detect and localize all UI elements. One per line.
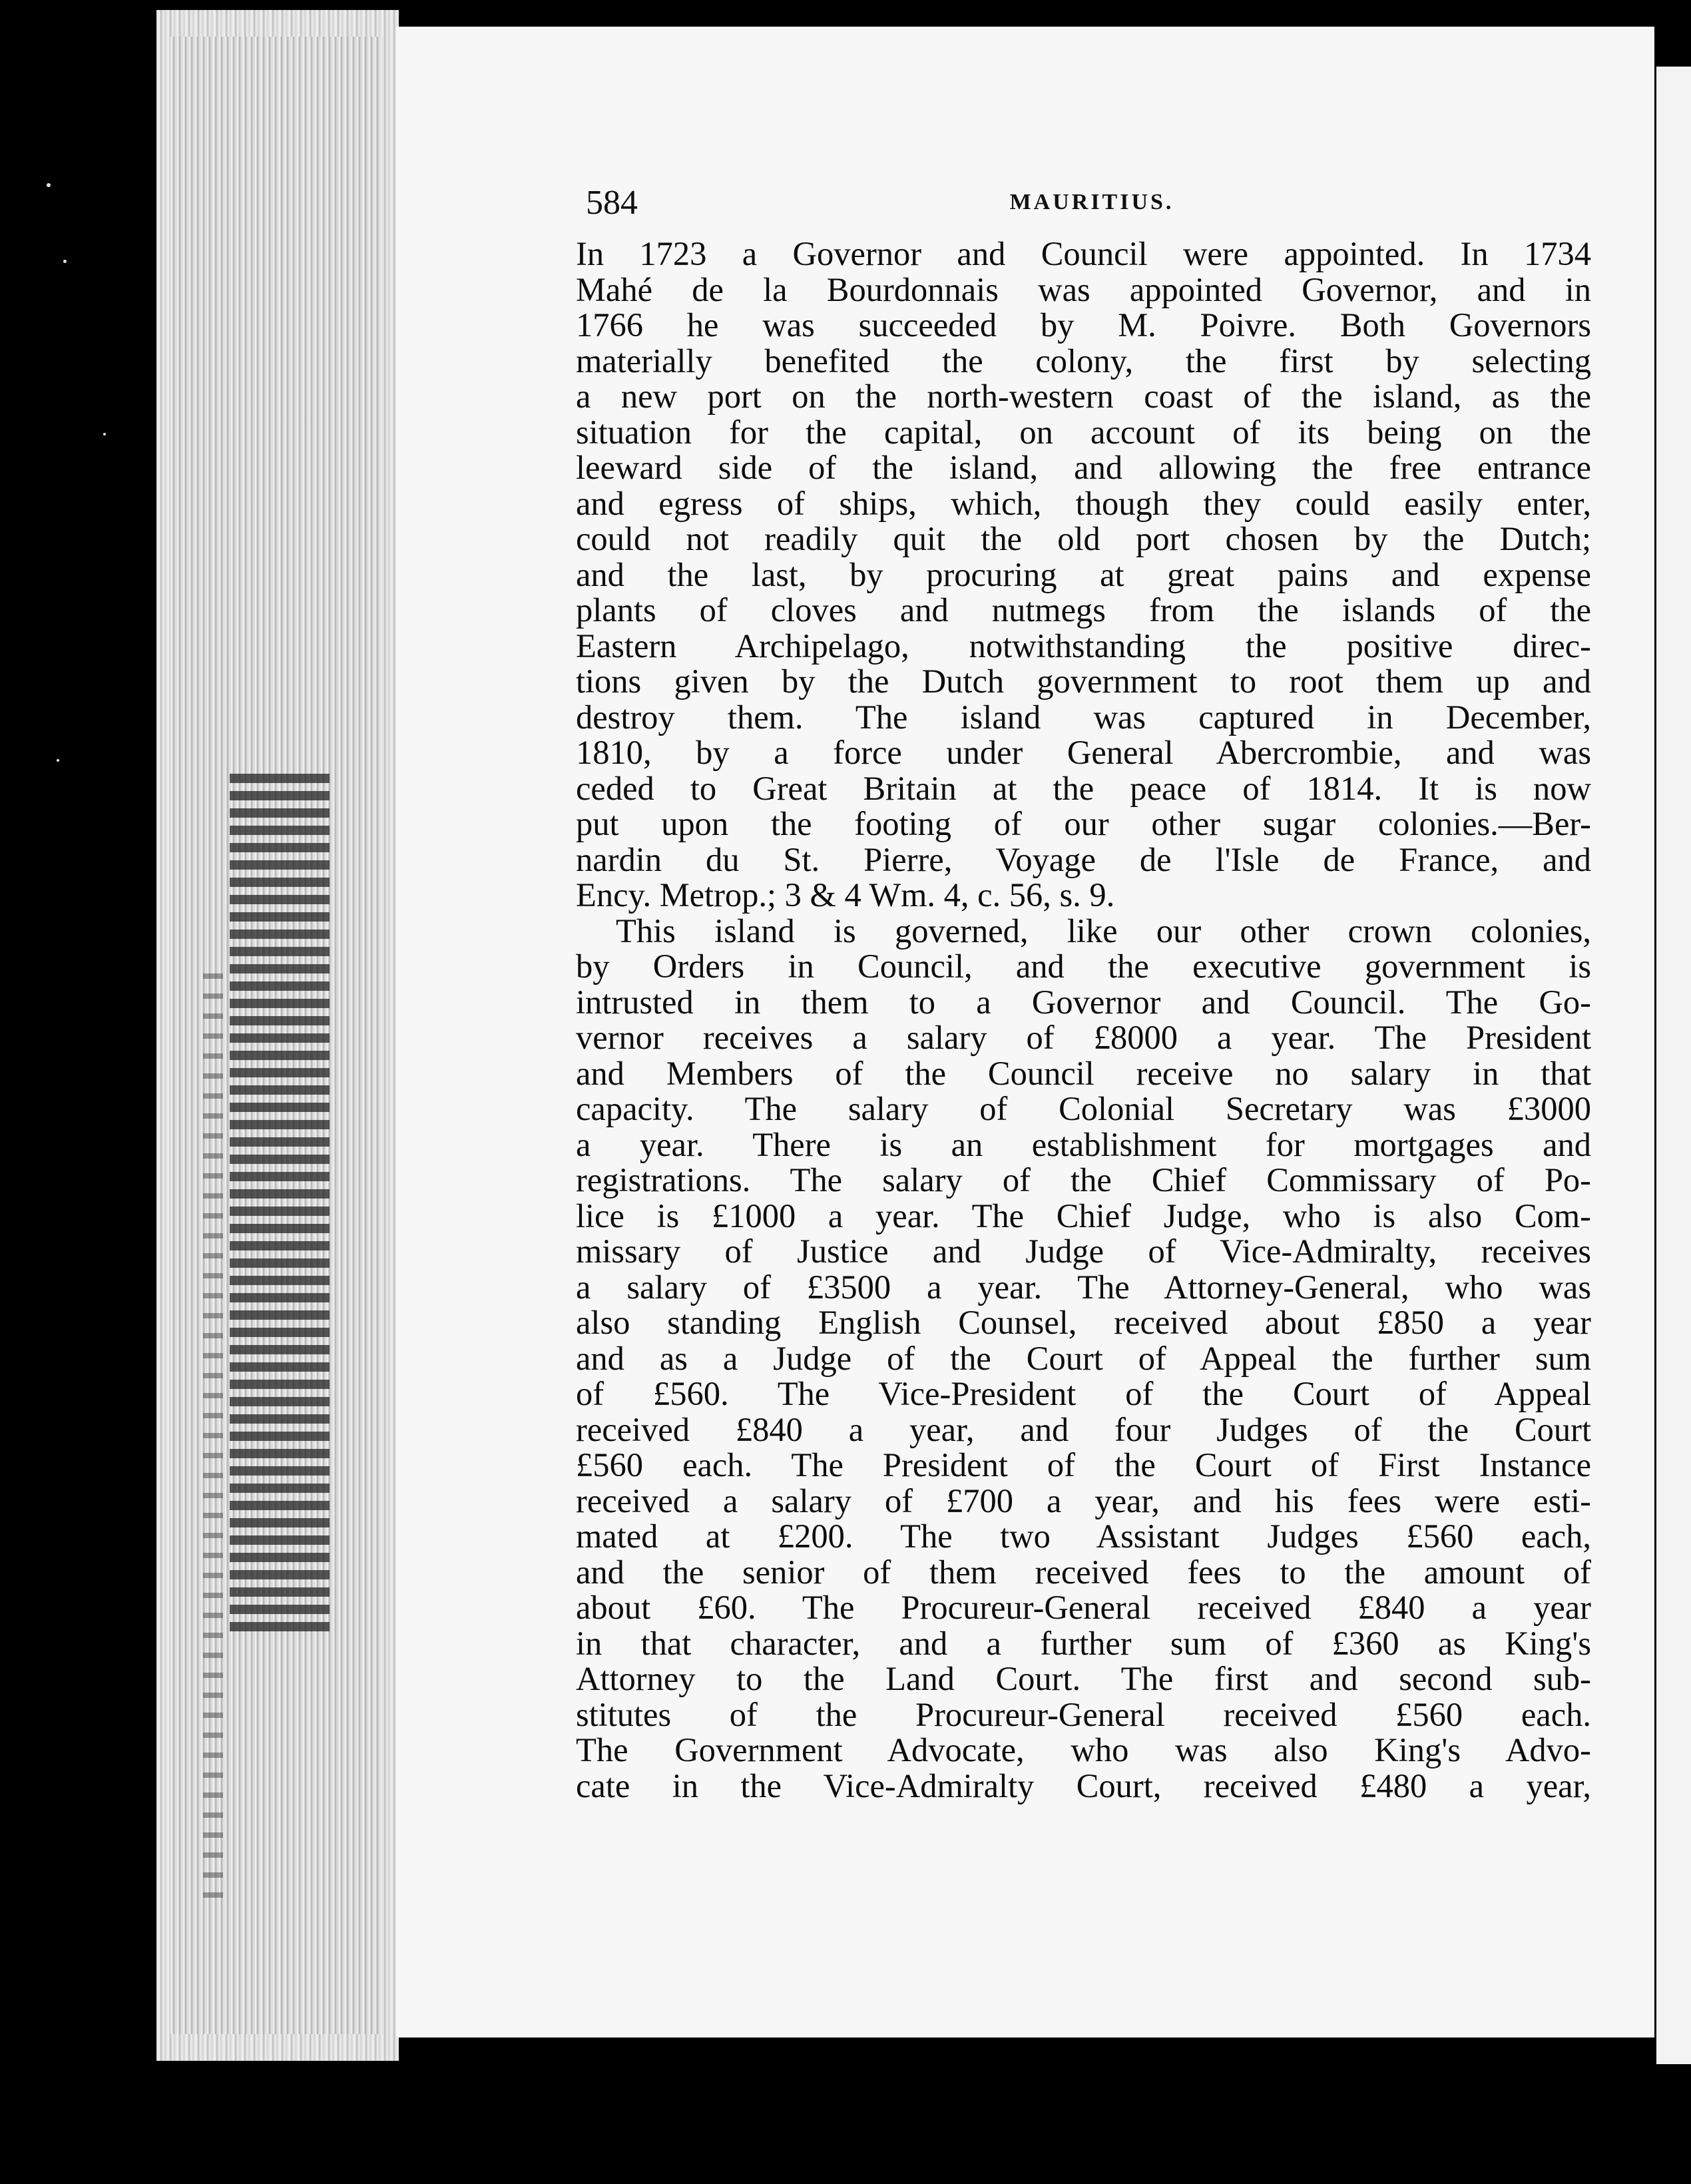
text-line: Attorney to the Land Court. The first and second sub- xyxy=(576,1660,1591,1697)
dust-speck xyxy=(47,183,51,187)
text-line: also standing English Counsel, received about £850 a year xyxy=(576,1304,1591,1341)
text-line: by Orders in Council, and the executive government is xyxy=(576,948,1591,985)
text-line: of £560. The Vice-President of the Court of Appeal xyxy=(576,1375,1591,1412)
body-text xyxy=(576,236,1591,1804)
text-line: missary of Justice and Judge of Vice-Admiralty, receives xyxy=(576,1232,1591,1270)
text-line: ceded to Great Britain at the peace of 1814. It is now xyxy=(576,769,1591,807)
text-line: The Government Advocate, who was also King's Advo- xyxy=(576,1731,1591,1769)
text-line: registrations. The salary of the Chief Commissary of Po- xyxy=(576,1161,1591,1199)
page-header xyxy=(586,183,1598,230)
text-line: 1810, by a force under General Abercrombie, and was xyxy=(576,734,1591,771)
text-line: £560 each. The President of the Court of First Instance xyxy=(576,1446,1591,1484)
text-line: tions given by the Dutch government to root them up and xyxy=(576,663,1591,700)
text-line: plants of cloves and nutmegs from the islands of the xyxy=(576,591,1591,629)
text-line: In 1723 a Governor and Council were appointed. In 1734 xyxy=(576,235,1591,272)
text-line: lice is £1000 a year. The Chief Judge, who is also Com- xyxy=(576,1197,1591,1234)
text-line: nardin du St. Pierre, Voyage de l'Isle de France, and xyxy=(576,840,1591,878)
page xyxy=(396,27,1654,2038)
text-line: stitutes of the Procureur-General received £560 each. xyxy=(576,1695,1591,1733)
dust-speck xyxy=(57,759,59,762)
text-line: cate in the Vice-Admiralty Court, received £480 a year, xyxy=(576,1767,1591,1804)
text-line: a new port on the north-western coast of the island, as the xyxy=(576,378,1591,415)
edge-stamp-marks xyxy=(230,766,330,1631)
text-line: capacity. The salary of Colonial Secretary was £3000 xyxy=(576,1090,1591,1127)
text-line: about £60. The Procureur-General received £840 a year xyxy=(576,1589,1591,1626)
text-line: vernor receives a salary of £8000 a year. The President xyxy=(576,1019,1591,1056)
running-head: MAURITIUS. xyxy=(1009,190,1174,214)
text-line: materially benefited the colony, the first by selecting xyxy=(576,342,1591,380)
edge-stamp-marks-secondary xyxy=(203,965,223,1898)
text-line: and egress of ships, which, though they could easily enter, xyxy=(576,484,1591,522)
text-line: and as a Judge of the Court of Appeal the further sum xyxy=(576,1339,1591,1377)
text-line: leeward side of the island, and allowing the free entrance xyxy=(576,449,1591,486)
text-line: Eastern Archipelago, notwithstanding the positive direc- xyxy=(576,627,1591,665)
text-line: destroy them. The island was captured in December, xyxy=(576,698,1591,736)
text-line: situation for the capital, on account of its being on the xyxy=(576,413,1591,451)
text-line: received a salary of £700 a year, and his fees were esti- xyxy=(576,1482,1591,1519)
text-line: This island is governed, like our other crown colonies, xyxy=(616,912,1591,950)
text-line: a year. There is an establishment for mortgages and xyxy=(576,1125,1591,1163)
text-line: 1766 he was succeeded by M. Poivre. Both Governors xyxy=(576,306,1591,344)
dust-speck xyxy=(63,260,67,263)
text-line: Ency. Metrop.; 3 & 4 Wm. 4, c. 56, s. 9. xyxy=(576,876,1115,914)
text-line: mated at £200. The two Assistant Judges £560 each, xyxy=(576,1517,1591,1555)
text-line: and Members of the Council receive no salary in that xyxy=(576,1054,1591,1092)
text-line: and the senior of them received fees to the amount of xyxy=(576,1553,1591,1591)
text-line: a salary of £3500 a year. The Attorney-General, who was xyxy=(576,1268,1591,1306)
dust-speck xyxy=(103,433,106,435)
text-line: intrusted in them to a Governor and Council. The Go- xyxy=(576,983,1591,1021)
text-line: in that character, and a further sum of £360 as King's xyxy=(576,1624,1591,1662)
facing-page-edge xyxy=(1656,67,1691,2064)
text-line: received £840 a year, and four Judges of the Court xyxy=(576,1410,1591,1448)
text-line: Mahé de la Bourdonnais was appointed Governor, and in xyxy=(576,270,1591,308)
text-line: could not readily quit the old port chosen by the Dutch; xyxy=(576,520,1591,557)
page-number: 584 xyxy=(586,184,638,222)
text-line: and the last, by procuring at great pains and expense xyxy=(576,555,1591,593)
text-line: put upon the footing of our other sugar colonies.—Ber- xyxy=(576,805,1591,842)
